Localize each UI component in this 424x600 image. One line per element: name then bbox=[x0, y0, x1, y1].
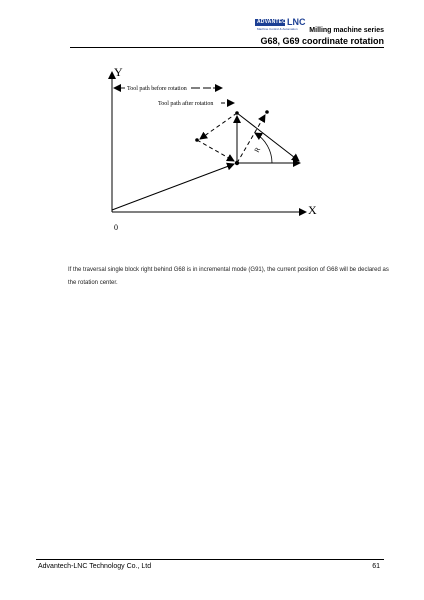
path-after-point-top bbox=[265, 110, 269, 114]
rotation-angle-label: R bbox=[252, 145, 263, 154]
logo-tagline: Machine Control & Automation bbox=[257, 27, 298, 31]
before-path-segment-2 bbox=[200, 113, 237, 139]
y-axis-label: Y bbox=[114, 65, 123, 79]
header-divider bbox=[70, 47, 384, 48]
page-number: 61 bbox=[372, 563, 380, 570]
path-to-rotation-center bbox=[112, 164, 234, 210]
after-path-segment-3 bbox=[237, 113, 299, 161]
legend-before-text: Tool path before rotation bbox=[127, 86, 187, 92]
footer-company: Advantech-LNC Technology Co., Ltd bbox=[38, 563, 152, 570]
company-logo bbox=[255, 18, 315, 34]
series-title: Milling machine series bbox=[309, 27, 384, 34]
x-axis-label: X bbox=[308, 203, 317, 217]
origin-label: 0 bbox=[114, 223, 118, 232]
body-paragraph: If the traversal single block right behind G68 is in incremental mode (G91), the current position of G68 will be declared as the rotation center. bbox=[68, 267, 389, 286]
before-path-segment-3 bbox=[197, 140, 234, 161]
after-path-segment-1 bbox=[237, 115, 265, 163]
rotation-diagram bbox=[100, 60, 330, 235]
logo-secondary-text: LNC bbox=[287, 17, 306, 27]
footer-divider bbox=[36, 559, 384, 560]
section-title: G68, G69 coordinate rotation bbox=[260, 36, 384, 46]
legend-after-text: Tool path after rotation bbox=[158, 101, 214, 107]
logo-primary-text: ADVANTECH bbox=[257, 19, 290, 25]
